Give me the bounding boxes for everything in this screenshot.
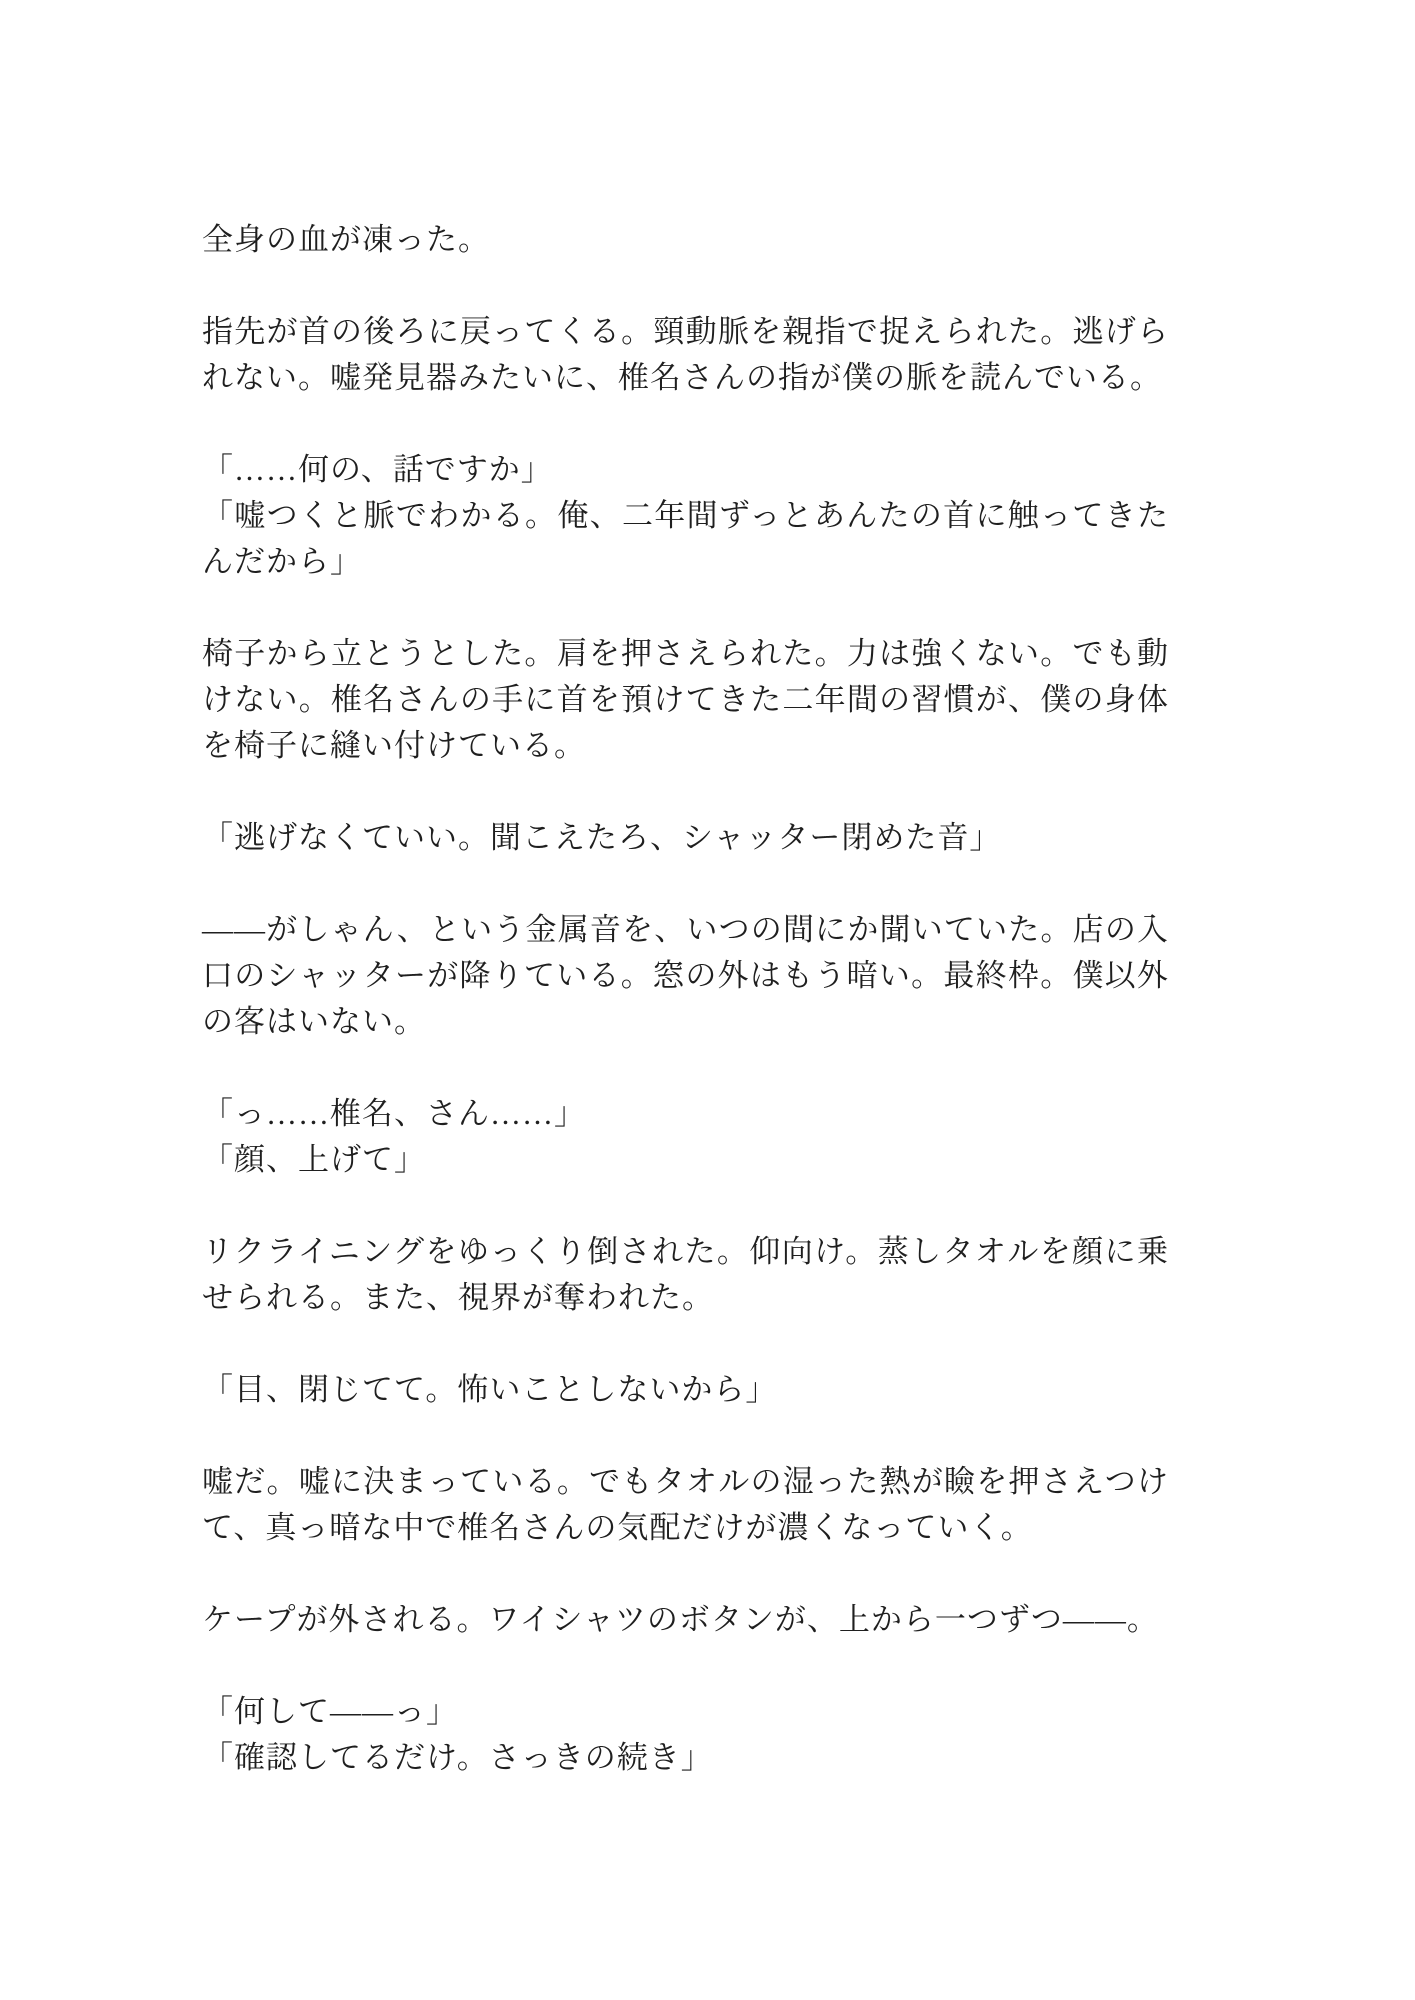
paragraph-block (202, 1229, 1169, 1321)
prose-line: 「顔、上げて」 (202, 1142, 426, 1177)
prose-line: 全身の血が凍った。 (202, 222, 490, 257)
prose-line: 「逃げなくていい。聞こえたろ、シャッター閉めた音」 (202, 820, 1002, 855)
prose-line: 椅子から立とうとした。肩を押さえられた。力は強くない。でも動けない。椎名さんの手に首を預けてきた二年間の習慣が、僕の身体を椅子に縫い付けている。 (202, 636, 1169, 763)
paragraph-block (202, 1091, 1169, 1183)
paragraph-block (202, 1597, 1169, 1643)
prose-line: リクライニングをゆっくり倒された。仰向け。蒸しタオルを顔に乗せられる。また、視界が奪われた。 (202, 1234, 1169, 1315)
prose-line: 「何して――っ」 (202, 1694, 458, 1729)
paragraph-block (202, 1367, 1169, 1413)
prose-text-body (202, 217, 1169, 1827)
prose-line: 指先が首の後ろに戻ってくる。頸動脈を親指で捉えられた。逃げられない。嘘発見器みたいに、椎名さんの指が僕の脈を読んでいる。 (202, 314, 1169, 395)
prose-line: 「目、閉じてて。怖いことしないから」 (202, 1372, 778, 1407)
paragraph-block (202, 1689, 1169, 1781)
paragraph-block (202, 631, 1169, 769)
paragraph-block (202, 309, 1169, 401)
paragraph-block (202, 907, 1169, 1045)
prose-line: 嘘だ。嘘に決まっている。でもタオルの湿った熱が瞼を押さえつけて、真っ暗な中で椎名さんの気配だけが濃くなっていく。 (202, 1464, 1169, 1545)
prose-line: 「っ……椎名、さん……」 (202, 1096, 586, 1131)
paragraph-block (202, 217, 1169, 263)
prose-line: ケープが外される。ワイシャツのボタンが、上から一つずつ――。 (202, 1602, 1159, 1637)
paragraph-block (202, 447, 1169, 585)
prose-line: 「……何の、話ですか」 (202, 452, 553, 487)
prose-line: 「確認してるだけ。さっきの続き」 (202, 1740, 713, 1775)
paragraph-block (202, 815, 1169, 861)
prose-line: ――がしゃん、という金属音を、いつの間にか聞いていた。店の入口のシャッターが降りている。窓の外はもう暗い。最終枠。僕以外の客はいない。 (202, 912, 1169, 1039)
paragraph-block (202, 1459, 1169, 1551)
prose-line: 「嘘つくと脈でわかる。俺、二年間ずっとあんたの首に触ってきたんだから」 (202, 498, 1169, 579)
